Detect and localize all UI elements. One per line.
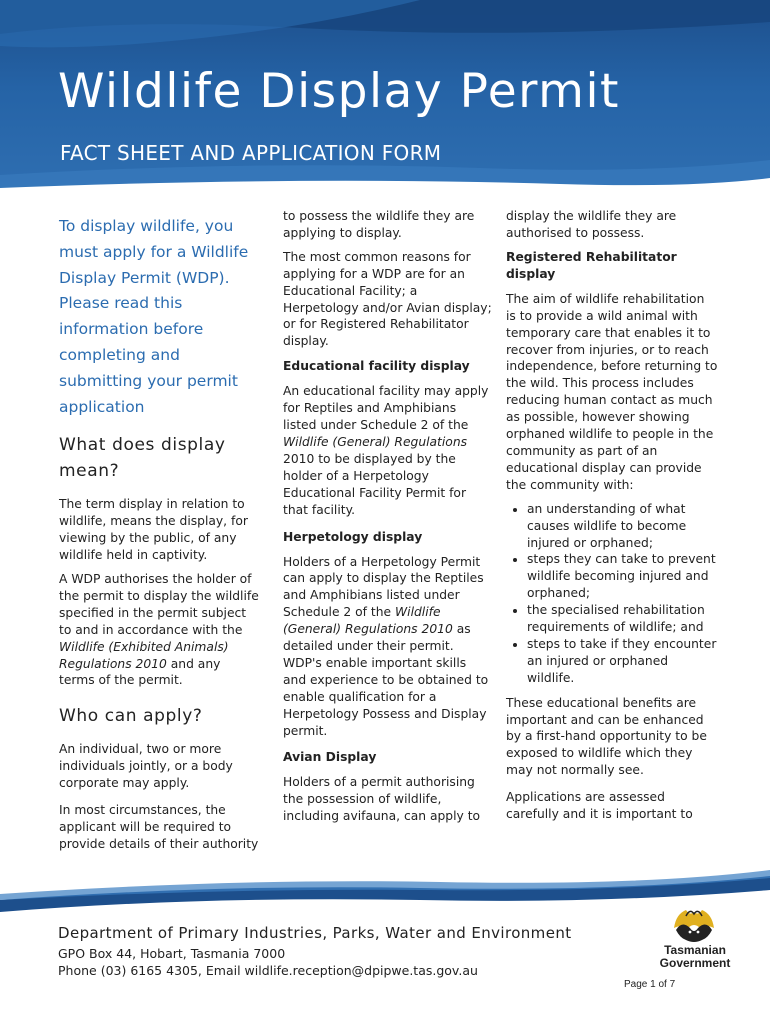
heading-herpetology: Herpetology display: [283, 529, 423, 544]
heading-avian: Avian Display: [283, 750, 377, 765]
paragraph-who-can-apply: An individual, two or more individuals jointly, or a body corporate may apply.: [59, 742, 233, 791]
postal-address: GPO Box 44, Hobart, Tasmania 7000: [58, 946, 286, 961]
paragraph-rehabilitation: The aim of wildlife rehabilitation is to provide a wild animal with temporary care that enables it to recover from injuries, or to reach independence, before returning to the wild. This process includes reducing human contact as much as possible, however showing orphaned wildlife to people in the community as part of an educational display can provide the community with:: [506, 291, 718, 492]
paragraph-educational-facility: [283, 383, 493, 518]
page-number: Page 1 of 7: [624, 979, 676, 990]
department-name: Department of Primary Industries, Parks, Water and Environment: [58, 924, 572, 942]
paragraph-wdp-authorises: [59, 571, 259, 689]
heading-what-does-display-mean: What does display mean?: [59, 435, 226, 482]
heading-who-can-apply: Who can apply?: [59, 706, 203, 727]
paragraph-avian: Holders of a permit authorising the possession of wildlife, including avifauna, can apply to: [283, 775, 481, 824]
logo-line-2: Government: [659, 956, 731, 970]
contact-details: Phone (03) 6165 4305, Email wildlife.reception@dpipwe.tas.gov.au: [58, 963, 478, 978]
text: and any terms of the permit.: [59, 656, 221, 688]
paragraph-educational-benefits: These educational benefits are important and can be enhanced by a first-hand opportunity to be exposed to wildlife which they may not normally see.: [506, 695, 707, 778]
list-item: • the specialised rehabilitation requirements of wildlife; and: [527, 602, 718, 636]
text: A WDP authorises the holder of the permit to display the wildlife specified in the permit subject to and in accordance with the: [59, 572, 259, 637]
column-3: [506, 208, 718, 830]
logo-line-1: Tasmanian: [664, 943, 726, 957]
paragraph-applications-assessed: Applications are assessed carefully and it is important to: [506, 790, 693, 822]
page-title: Wildlife Display Permit: [58, 64, 620, 119]
list-item: • steps they can take to prevent wildlife becoming injured and orphaned;: [527, 551, 718, 602]
paragraph-herpetology: [283, 554, 493, 740]
logo-wordmark: [650, 944, 740, 970]
text: An educational facility may apply for Reptiles and Amphibians listed under Schedule 2 of the: [283, 384, 489, 433]
paragraph-continued: display the wildlife they are authorised to possess.: [506, 209, 677, 240]
paragraph-circumstances: In most circumstances, the applicant will be required to provide details of their authority: [59, 803, 259, 851]
page-subtitle: FACT SHEET AND APPLICATION FORM: [60, 141, 442, 165]
regulation-name: Wildlife (Exhibited Animals) Regulations 2010: [59, 639, 229, 671]
intro-text: To display wildlife, you must apply for a Wildlife Display Permit (WDP). Please read this information before completing and submitting your permit application: [59, 217, 249, 416]
regulation-name: Wildlife (General) Regulations: [283, 434, 468, 449]
heading-registered-rehabilitator: Registered Rehabilitator display: [506, 249, 677, 281]
column-2: [283, 208, 493, 832]
benefits-list: [506, 501, 718, 687]
regulation-name: Wildlife (General) Regulations 2010: [283, 605, 453, 637]
paragraph-common-reasons: The most common reasons for applying for a WDP are for an Educational Facility; a Herpetology and/or Avian display; or for Registered Rehabilitator display.: [283, 249, 492, 349]
column-1: [59, 208, 259, 860]
list-item: • an understanding of what causes wildlife to become injured or orphaned;: [527, 501, 718, 552]
header-banner: [0, 0, 770, 195]
paragraph-display-definition: The term display in relation to wildlife, means the display, for viewing by the public, of any wildlife held in captivity.: [59, 497, 248, 563]
text: 2010 to be displayed by the holder of a Herpetology Educational Facility Permit for that facility.: [283, 451, 466, 517]
text: as detailed under their permit. WDP's enable important skills and experience to be obtained to enable qualification for a Herpetology Possess and Display permit.: [283, 622, 489, 738]
list-item: • steps to take if they encounter an injured or orphaned wildlife.: [527, 636, 718, 687]
heading-educational-facility: Educational facility display: [283, 359, 470, 374]
paragraph-continued: to possess the wildlife they are applying to display.: [283, 209, 475, 240]
text: Holders of a Herpetology Permit can apply to display the Reptiles and Amphibians listed under Schedule 2 of the: [283, 554, 484, 620]
